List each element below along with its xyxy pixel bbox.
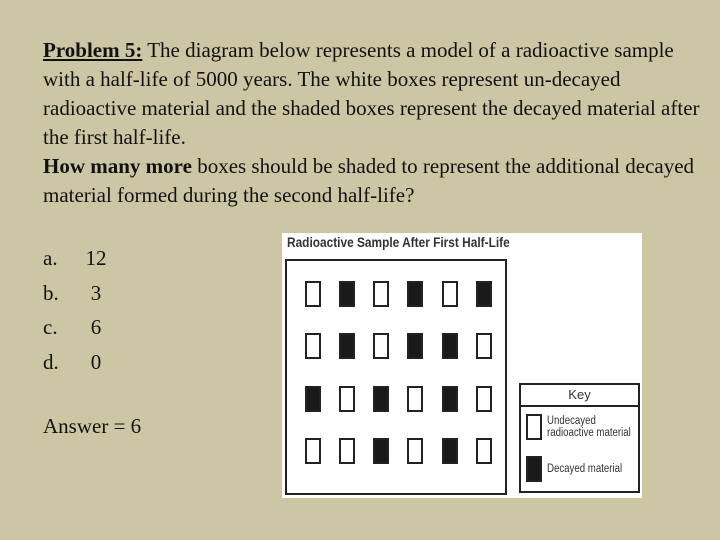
decayed-label: Decayed material — [547, 463, 623, 475]
decayed-box — [373, 386, 389, 412]
sample-grid — [285, 259, 507, 495]
decayed-box — [305, 386, 321, 412]
answer-choices — [43, 241, 109, 379]
choice-b — [43, 276, 109, 311]
undecayed-box — [305, 281, 321, 307]
undecayed-box — [373, 333, 389, 359]
undecayed-box — [476, 438, 492, 464]
choice-d — [43, 345, 109, 380]
question-text: boxes should be shaded to represent the additional decayed material formed during the second half-life? — [43, 154, 695, 207]
choice-a — [43, 241, 109, 276]
figure-title: Radioactive Sample After First Half-Life — [287, 235, 510, 250]
decayed-box — [407, 281, 423, 307]
choice-letter: b. — [43, 280, 59, 305]
decayed-box — [442, 333, 458, 359]
key-decayed — [526, 456, 636, 482]
choice-value: 12 — [85, 246, 107, 270]
undecayed-box — [305, 333, 321, 359]
choice-value: 6 — [90, 315, 102, 339]
decayed-box — [407, 333, 423, 359]
undecayed-box — [373, 281, 389, 307]
problem-text — [43, 36, 703, 210]
problem-description: The diagram below represents a model of a radioactive sample with a half-life of 5000 years. The white boxes represent un-decayed radioactive material and the shaded boxes represent the decayed material after the first half-life. — [43, 38, 700, 149]
choice-letter: a. — [43, 246, 58, 270]
decayed-box — [476, 281, 492, 307]
undecayed-box — [305, 438, 321, 464]
decayed-box — [442, 438, 458, 464]
question-emphasis: How many more — [43, 154, 192, 178]
choice-c — [43, 310, 109, 345]
choice-value: 3 — [90, 280, 102, 305]
decayed-box — [442, 386, 458, 412]
undecayed-box — [339, 438, 355, 464]
undecayed-label: Undecayed radioactive material — [547, 415, 631, 439]
undecayed-box — [407, 438, 423, 464]
key-title: Key — [521, 385, 638, 407]
undecayed-box — [407, 386, 423, 412]
choice-letter: c. — [43, 315, 58, 339]
choice-value: 0 — [90, 349, 102, 374]
decayed-box — [339, 333, 355, 359]
choice-letter: d. — [43, 349, 59, 374]
undecayed-box — [442, 281, 458, 307]
decayed-box — [339, 281, 355, 307]
key-undecayed — [526, 414, 647, 440]
decayed-swatch — [526, 456, 542, 482]
undecayed-swatch — [526, 414, 542, 440]
sample-figure — [282, 233, 642, 498]
undecayed-box — [339, 386, 355, 412]
undecayed-box — [476, 386, 492, 412]
decayed-box — [373, 438, 389, 464]
key-box — [519, 383, 640, 493]
problem-label: Problem 5: — [43, 38, 143, 62]
answer-text: Answer = 6 — [43, 414, 142, 438]
undecayed-box — [476, 333, 492, 359]
